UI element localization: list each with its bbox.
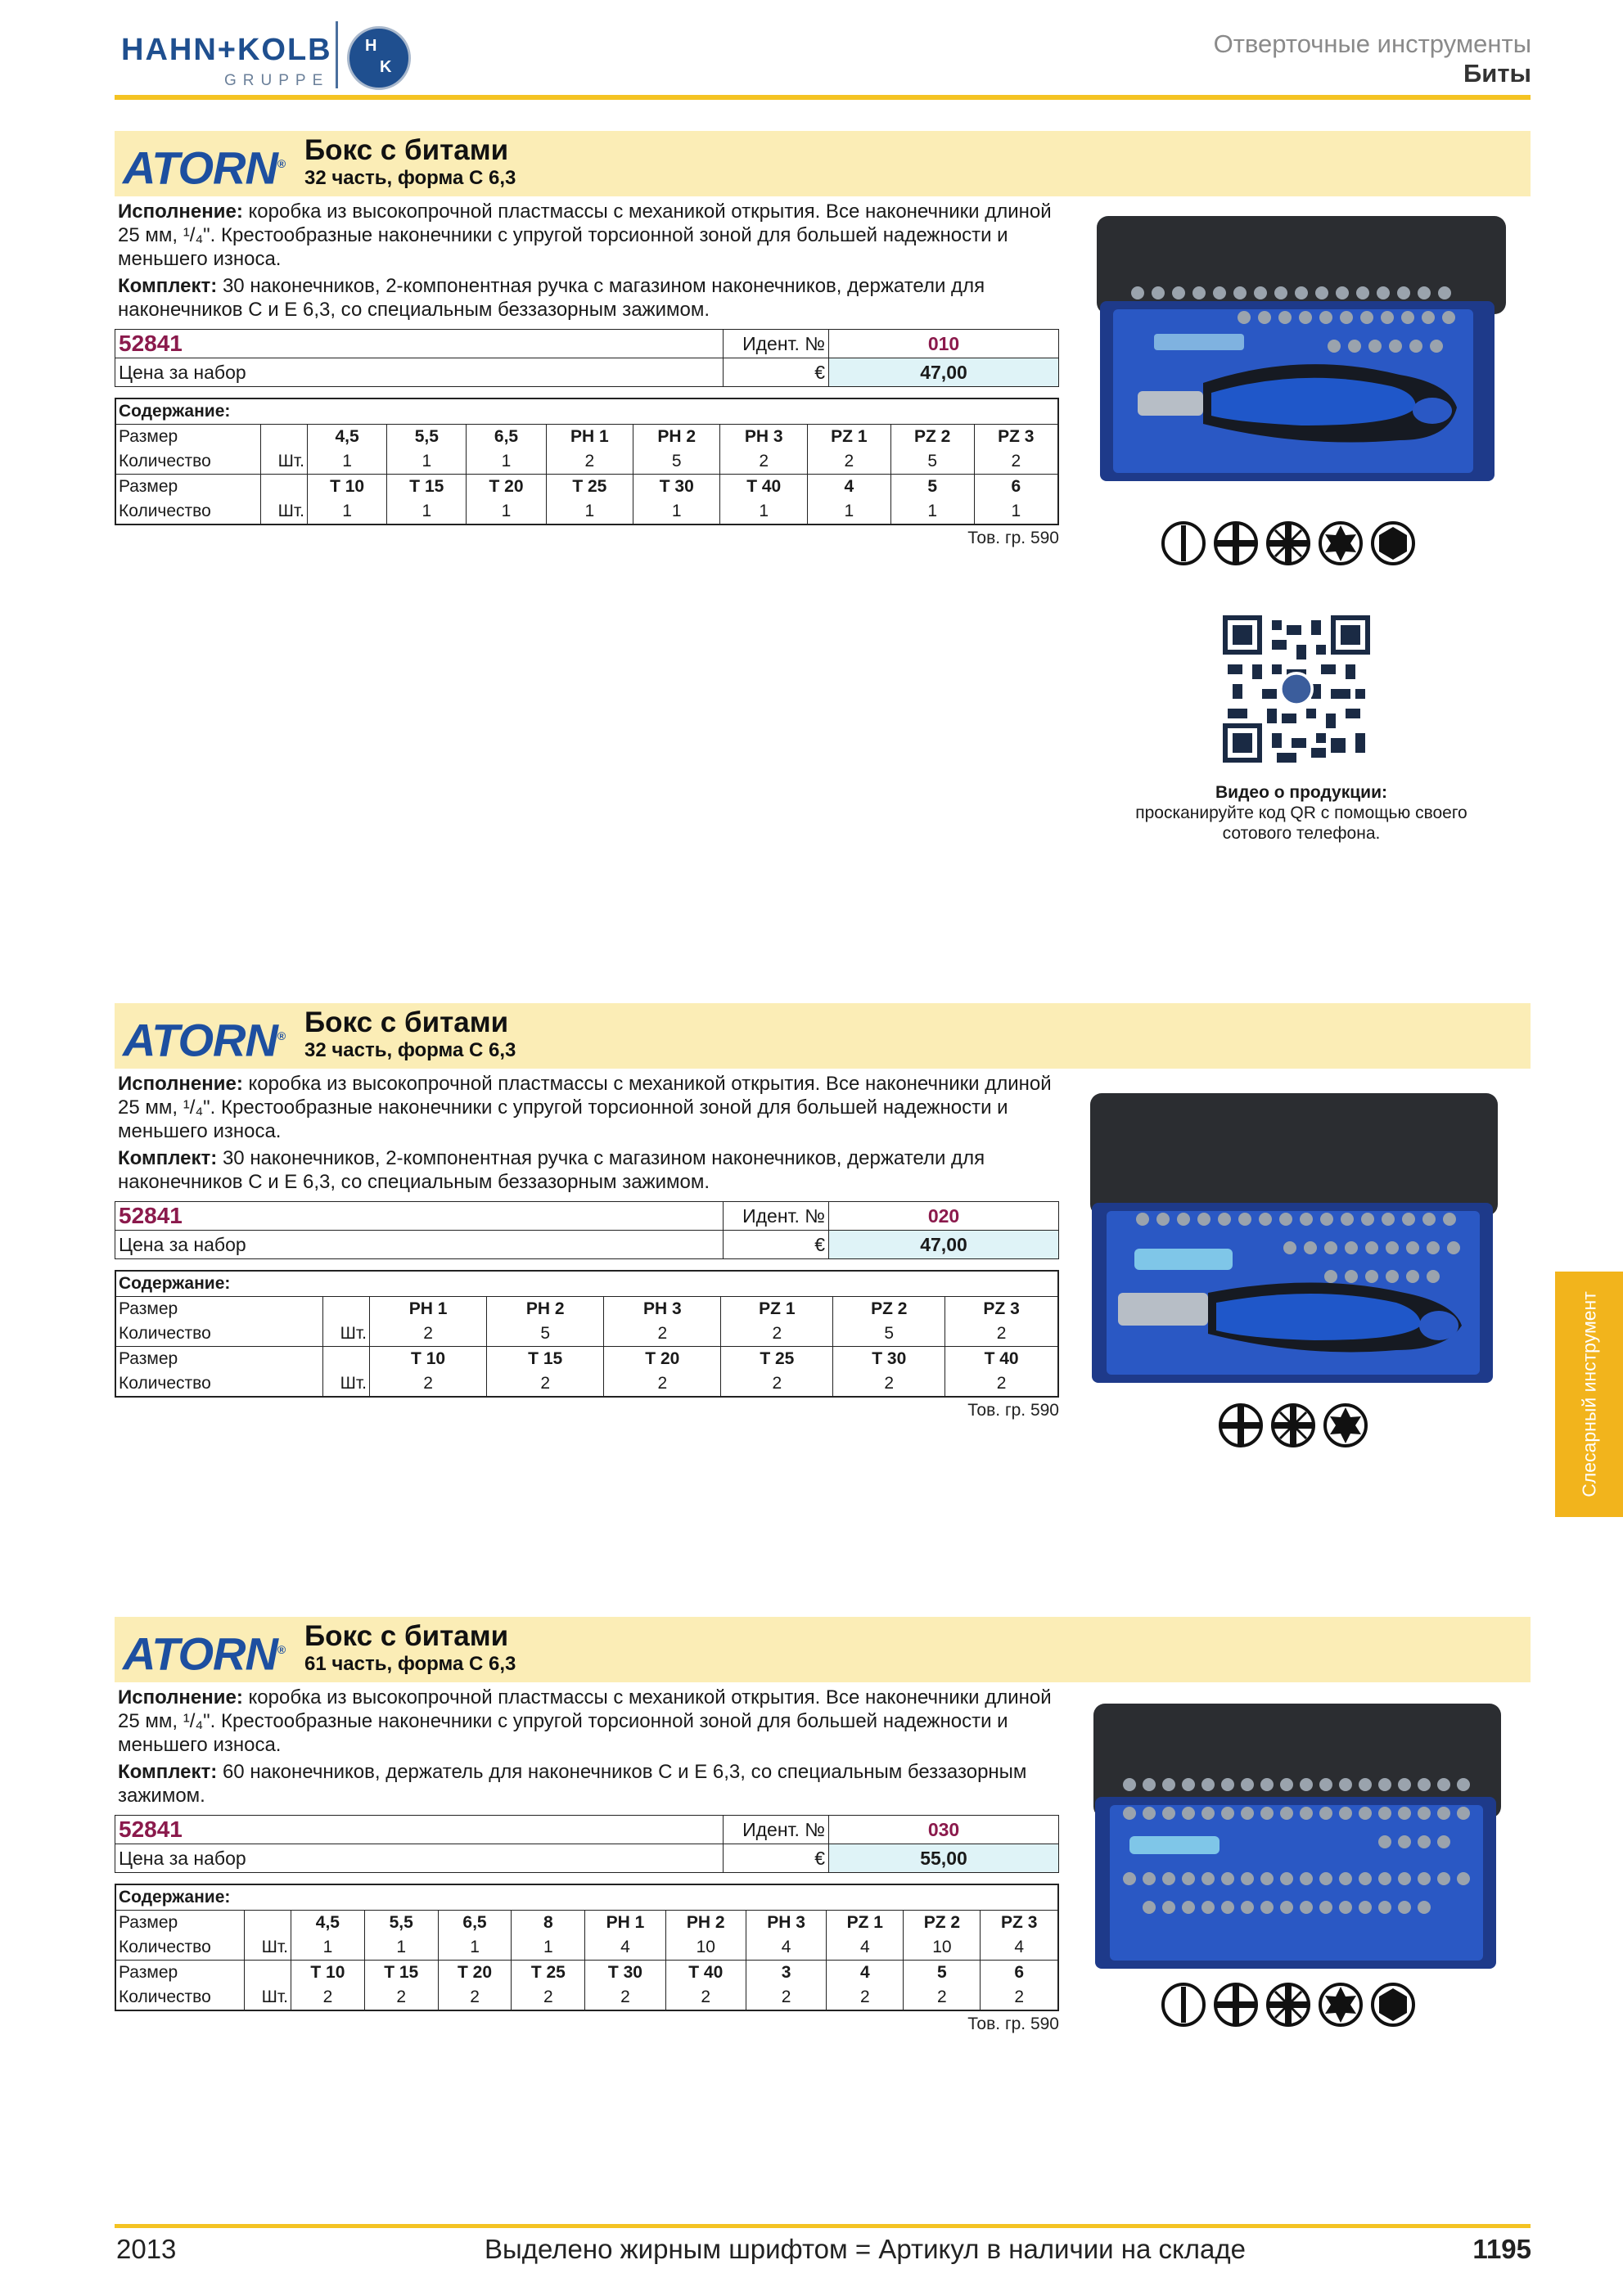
brand-subtitle: GRUPPE xyxy=(224,72,330,89)
page-number: 1195 xyxy=(1472,2234,1531,2264)
ident-number[interactable]: 020 xyxy=(829,1202,1059,1231)
ident-label: Идент. № xyxy=(724,330,829,358)
table-row: Количество Шт. 1 1 1 2 5 2 2 5 2 xyxy=(115,449,1058,475)
order-table xyxy=(115,1201,1059,1259)
table-row: Количество Шт. 1 1 1 1 1 1 1 1 1 xyxy=(115,499,1058,524)
table-row: Количество Шт. 2 5 2 2 5 2 xyxy=(115,1321,1058,1347)
price-value: 55,00 xyxy=(829,1844,1059,1873)
side-tab-label: Слесарный инструмент xyxy=(1578,1291,1599,1497)
order-table xyxy=(115,329,1059,387)
badge-letter-h: H xyxy=(365,37,377,55)
logo-divider xyxy=(336,21,338,88)
header-subcategory: Биты xyxy=(1463,59,1531,88)
pozidriv-icon xyxy=(1265,520,1311,566)
table-row: Количество Шт. 2 2 2 2 2 2 xyxy=(115,1371,1058,1397)
order-table xyxy=(115,1815,1059,1873)
qr-code[interactable] xyxy=(1223,615,1370,763)
product-photo xyxy=(1089,211,1514,489)
product-description: Исполнение: коробка из высокопрочной пластмассы с механикой открытия. Все наконечники длиной 25 мм, ¹/₄". Крестообразные наконечники с упругой торсионной зоной для большей надежности и меньшего износа. Комплект: 60 наконечников, держатель для наконечников C и E 6,3, со специальным беззазорным зажимом. xyxy=(118,1686,1052,1807)
contents-table xyxy=(115,1270,1059,1398)
torx-icon xyxy=(1323,1402,1368,1448)
table-row: Размер T 10 T 15 T 20 T 25 T 30 T 40 4 5 6 xyxy=(115,475,1058,500)
hex-icon xyxy=(1370,520,1416,566)
price-value: 47,00 xyxy=(829,1231,1059,1259)
price-value: 47,00 xyxy=(829,358,1059,387)
atorn-logo: ATORN® xyxy=(123,1014,286,1066)
contents-label: Содержание: xyxy=(115,1884,1058,1911)
product-group: Тов. гр. 590 xyxy=(967,1401,1059,1420)
currency: € xyxy=(724,1231,829,1259)
footer-rule xyxy=(115,2224,1531,2228)
currency: € xyxy=(724,1844,829,1873)
contents-table xyxy=(115,1884,1059,2011)
phillips-icon xyxy=(1218,1402,1264,1448)
product-banner xyxy=(115,1617,1531,1682)
ident-label: Идент. № xyxy=(724,1202,829,1231)
table-row: Размер PH 1 PH 2 PH 3 PZ 1 PZ 2 PZ 3 xyxy=(115,1297,1058,1322)
price-label: Цена за набор xyxy=(115,1231,724,1259)
ident-number[interactable]: 010 xyxy=(829,330,1059,358)
product-title: Бокс с битами xyxy=(304,1006,509,1038)
phillips-icon xyxy=(1213,1982,1259,2028)
header-category: Отверточные инструменты xyxy=(1213,29,1531,58)
table-row: Количество Шт. 2 2 2 2 2 2 2 2 2 2 xyxy=(115,1985,1058,2010)
ident-number[interactable]: 030 xyxy=(829,1816,1059,1844)
article-number[interactable]: 52841 xyxy=(115,1816,724,1844)
product-photo xyxy=(1089,1699,1506,1977)
product-banner xyxy=(115,1003,1531,1069)
atorn-logo: ATORN® xyxy=(123,1627,286,1680)
side-tab-locksmith-tools[interactable] xyxy=(1555,1272,1623,1517)
product-subtitle: 32 часть, форма C 6,3 xyxy=(304,167,516,189)
contents-label: Содержание: xyxy=(115,1271,1058,1297)
pozidriv-icon xyxy=(1270,1402,1316,1448)
article-number[interactable]: 52841 xyxy=(115,1202,724,1231)
price-label: Цена за набор xyxy=(115,1844,724,1873)
pozidriv-icon xyxy=(1265,1982,1311,2028)
product-photo xyxy=(1085,1088,1503,1391)
table-row: Размер 4,5 5,5 6,5 PH 1 PH 2 PH 3 PZ 1 PZ 2 PZ 3 xyxy=(115,425,1058,450)
ident-label: Идент. № xyxy=(724,1816,829,1844)
table-row: Количество Шт. 1 1 1 1 4 10 4 4 10 4 xyxy=(115,1935,1058,1961)
table-row: Размер T 10 T 15 T 20 T 25 T 30 T 40 xyxy=(115,1347,1058,1372)
product-title: Бокс с битами xyxy=(304,1620,509,1652)
article-number[interactable]: 52841 xyxy=(115,330,724,358)
slot-icon xyxy=(1161,520,1206,566)
product-description: Исполнение: коробка из высокопрочной пластмассы с механикой открытия. Все наконечники длиной 25 мм, ¹/₄". Крестообразные наконечники с упругой торсионной зоной для большей надежности и меньшего износа. Комплект: 30 наконечников, 2-компонентная ручка с магазином наконечников, держатели для наконечников C и E 6,3, со специальным беззазорным зажимом. xyxy=(118,200,1052,321)
contents-table xyxy=(115,398,1059,525)
hahn-kolb-logo xyxy=(121,20,416,90)
currency: € xyxy=(724,358,829,387)
product-group: Тов. гр. 590 xyxy=(967,529,1059,547)
product-title: Бокс с битами xyxy=(304,134,509,166)
product-subtitle: 61 часть, форма C 6,3 xyxy=(304,1653,516,1675)
table-row: Размер 4,5 5,5 6,5 8 PH 1 PH 2 PH 3 PZ 1 PZ 2 PZ 3 xyxy=(115,1911,1058,1936)
qr-caption xyxy=(1129,782,1473,844)
table-row: Размер T 10 T 15 T 20 T 25 T 30 T 40 3 4 5 6 xyxy=(115,1961,1058,1986)
footer-note: Выделено жирным шрифтом = Артикул в наличии на складе xyxy=(485,2234,1246,2264)
badge-letter-k: K xyxy=(380,58,392,76)
torx-icon xyxy=(1318,1982,1364,2028)
price-label: Цена за набор xyxy=(115,358,724,387)
product-subtitle: 32 часть, форма C 6,3 xyxy=(304,1039,516,1061)
phillips-icon xyxy=(1213,520,1259,566)
bit-type-icons xyxy=(1161,520,1416,566)
slot-icon xyxy=(1161,1982,1206,2028)
product-group: Тов. гр. 590 xyxy=(967,2015,1059,2033)
contents-label: Содержание: xyxy=(115,398,1058,425)
bit-type-icons xyxy=(1161,1982,1416,2028)
header-rule xyxy=(115,95,1531,100)
footer-year: 2013 xyxy=(116,2234,177,2264)
brand-wordmark: HAHN+KOLB xyxy=(121,33,332,67)
torx-icon xyxy=(1318,520,1364,566)
hk-badge-icon xyxy=(347,26,411,90)
bit-type-icons xyxy=(1218,1402,1368,1448)
atorn-logo: ATORN® xyxy=(123,142,286,194)
product-banner xyxy=(115,131,1531,196)
qr-caption-title: Видео о продукции: xyxy=(1215,783,1387,802)
qr-caption-text: просканируйте код QR с помощью своего сотового телефона. xyxy=(1135,804,1467,843)
product-description: Исполнение: коробка из высокопрочной пластмассы с механикой открытия. Все наконечники длиной 25 мм, ¹/₄". Крестообразные наконечники с упругой торсионной зоной для большей надежности и меньшего износа. Комплект: 30 наконечников, 2-компонентная ручка с магазином наконечников, держатели для наконечников C и E 6,3, со специальным беззазорным зажимом. xyxy=(118,1073,1052,1193)
hex-icon xyxy=(1370,1982,1416,2028)
